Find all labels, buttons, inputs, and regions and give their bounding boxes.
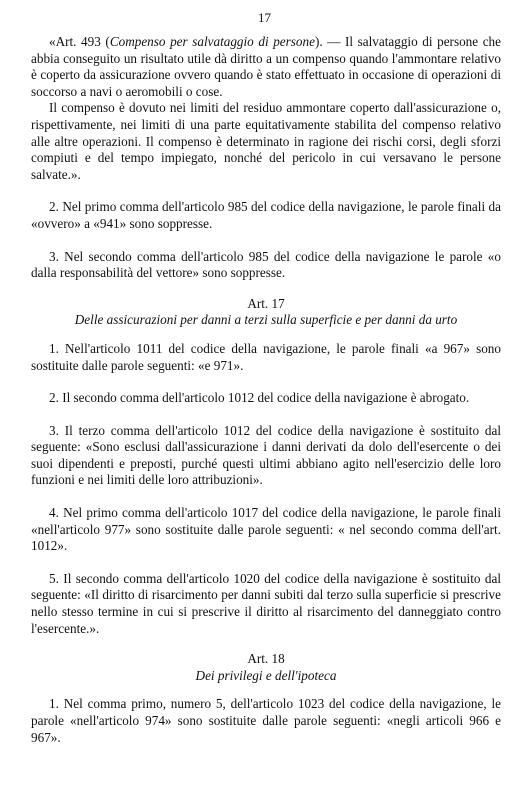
art17-heading: Art. 17 <box>247 295 285 311</box>
art16-comma-3: 3. Nel secondo comma dell'articolo 985 del codice della navigazione le parole «o dalla responsabilità del vettore» sono soppresse. <box>31 248 501 281</box>
art493-title: Compenso per salvataggio di persone <box>109 34 315 49</box>
art17-comma-1: 1. Nell'articolo 1011 del codice della navigazione, le parole finali «a 967» sono sostituite dalle parole seguenti: «e 971». <box>31 340 501 373</box>
page-number: 17 <box>258 10 271 25</box>
art493-paragraph-2: Il compenso è dovuto nei limiti del residuo ammontare coperto dall'assicurazione o, rispettivamente, nei limiti di una parte equitativamente stabilita del compenso relativo alle altre operazioni. Il compenso è determinato in ragione dei rischi corsi, degli sforzi compiuti e del tempo impiegato, nonché del pericolo in cui versavano le persone salvate.». <box>31 100 501 182</box>
art17-comma-3: 3. Il terzo comma dell'articolo 1012 del codice della navigazione è sostituito dal seguente: «Sono esclusi dall'assicurazione i danni derivati da dolo dell'esercente o dei suoi dipendenti e preposti, purché questi ultimi abbiano agito nell'esercizio delle loro funzioni e nei limiti delle loro attribuzioni». <box>31 422 501 488</box>
document-body <box>31 34 501 746</box>
art17-subtitle: Delle assicurazioni per danni a terzi sulla superficie e per danni da urto <box>74 312 458 328</box>
art17-comma-5: 5. Il secondo comma dell'articolo 1020 del codice della navigazione è sostituito dal seguente: «Il diritto di risarcimento per danni subiti dal terzo sulla superficie si prescrive nello stesso termine in cui si prescrive il diritto al risarcimento del danneggiato contro l'esercente.». <box>31 570 501 636</box>
art17-comma-4: 4. Nel primo comma dell'articolo 1017 del codice della navigazione, le parole finali «nell'articolo 977» sono sostituite dalle parole seguenti: « nel secondo comma dell'art. 1012». <box>31 505 501 554</box>
art17-comma-2: 2. Il secondo comma dell'articolo 1012 del codice della navigazione è abrogato. <box>49 390 470 406</box>
art16-comma-2: 2. Nel primo comma dell'articolo 985 del codice della navigazione, le parole finali da «ovvero» a «941» sono soppresse. <box>31 199 501 231</box>
art18-heading: Art. 18 <box>247 651 285 667</box>
art18-subtitle: Dei privilegi e dell'ipoteca <box>195 667 337 683</box>
art493-paragraph-1: «Art. 493 (Compenso per salvataggio di persone). — Il salvataggio di persone che abbia conseguito un risultato utile dà diritto a un compenso quando l'ammontare relativo è coperto da assicurazione ovvero quando è stato effettuato in occasione di operazioni di soccorso a navi o aeromobili o cose. <box>31 34 501 99</box>
art18-comma-1: 1. Nel comma primo, numero 5, dell'articolo 1023 del codice della navigazione, le parole «nell'articolo 974» sono sostituite dalle parole seguenti: «negli articoli 966 e 967». <box>31 696 501 745</box>
